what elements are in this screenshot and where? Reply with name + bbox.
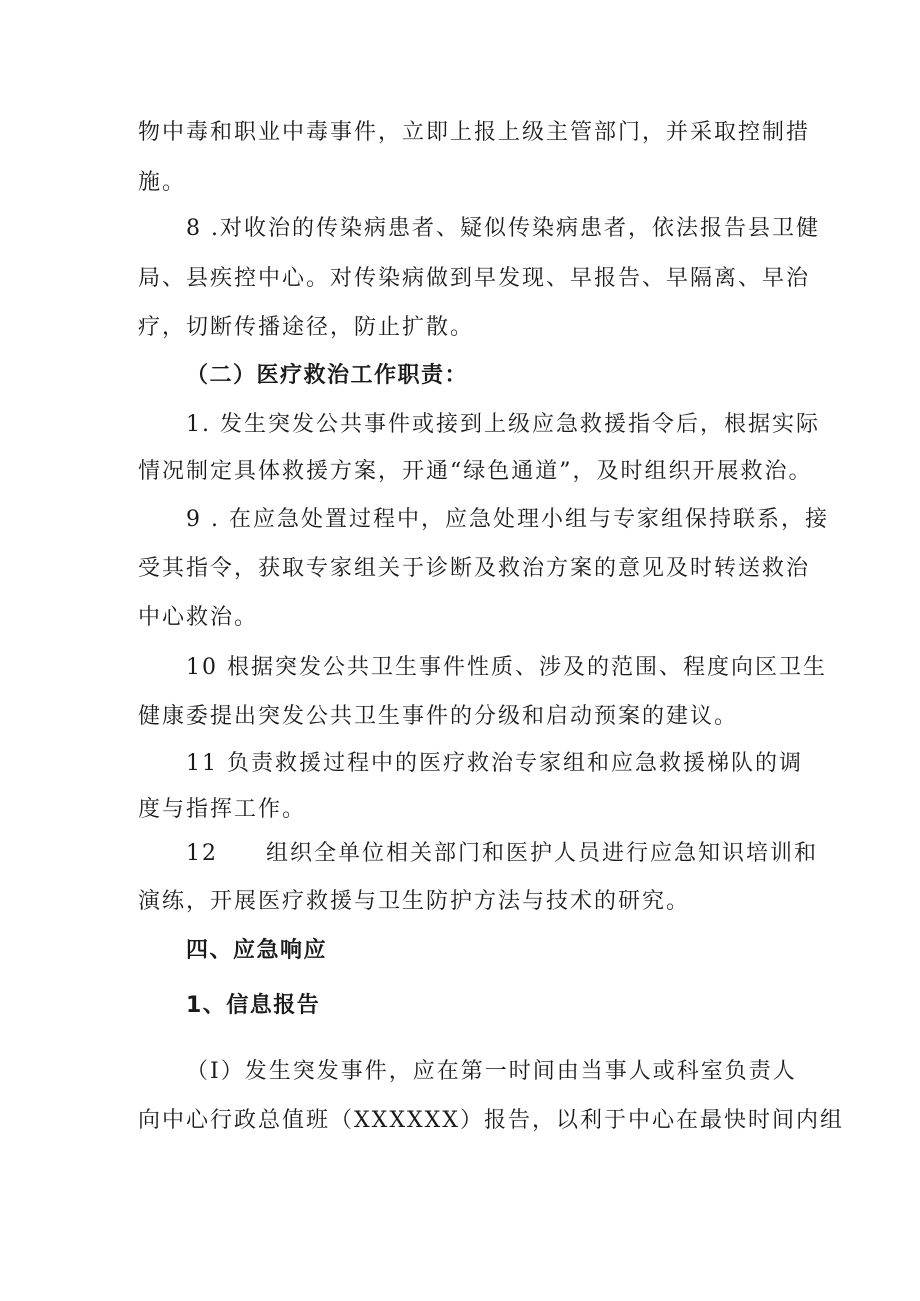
paragraph-line: 健康委提出突发公共卫生事件的分级和启动预案的建议。 [138,704,739,729]
section-heading: 四、应急响应 [186,938,328,963]
paragraph-line: 局、县疾控中心。对传染病做到早发现、早报告、早隔离、早治 [138,266,811,291]
paragraph-line: 物中毒和职业中毒事件，立即上报上级主管部门，并采取控制措 [138,120,811,145]
paragraph-line: 1. 发生突发公共事件或接到上级应急救援指令后，根据实际 [186,412,820,437]
paragraph-line: 疗，切断传播途径，防止扩散。 [138,315,475,340]
paragraph-line: 中心救治。 [138,605,259,630]
paragraph-line: 11 负责救援过程中的医疗救治专家组和应急救援梯队的调 [186,751,803,776]
section-heading: （二）医疗救治工作职责： [186,363,469,388]
paragraph-line: 向中心行政总值班（XXXXXX）报告，以利于中心在最快时间内组 [138,1108,844,1133]
paragraph-line: 施。 [138,170,187,195]
paragraph-line: 情况制定具体救援方案，开通“绿色通道”，及时组织开展救治。 [138,459,813,484]
paragraph-line: 9 . 在应急处置过程中，应急处理小组与专家组保持联系，接 [186,507,829,532]
subsection-heading: 1、信息报告 [186,993,321,1018]
paragraph-line: 10 根据突发公共卫生事件性质、涉及的范围、程度向区卫生 [186,655,827,680]
paragraph-line: 度与指挥工作。 [138,797,307,822]
paragraph-line: 演练，开展医疗救援与卫生防护方法与技术的研究。 [138,889,691,914]
paragraph-line: （I）发生突发事件，应在第一时间由当事人或科室负责人 [186,1059,797,1084]
paragraph-line: 8 .对收治的传染病患者、疑似传染病患者，依法报告县卫健 [186,216,820,241]
paragraph-line: 受其指令，获取专家组关于诊断及救治方案的意见及时转送救治 [138,556,811,581]
paragraph-line: 12 组织全单位相关部门和医护人员进行应急知识培训和 [186,841,818,866]
